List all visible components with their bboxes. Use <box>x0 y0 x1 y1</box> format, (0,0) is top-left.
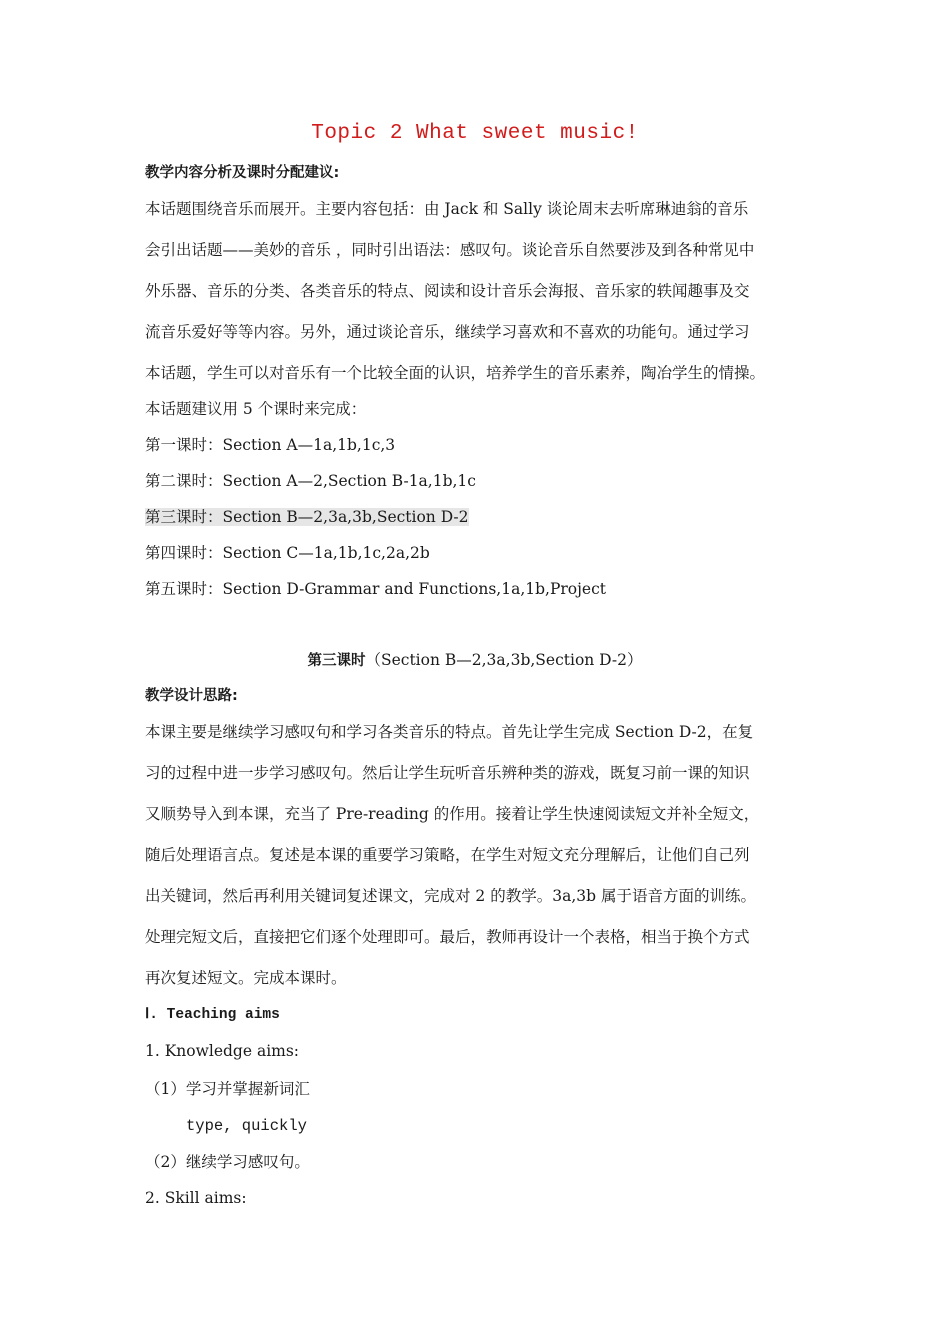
design-line: 习的过程中进一步学习感叹句。然后让学生玩听音乐辨种类的游戏，既复习前一课的知识 <box>145 764 750 782</box>
lesson-item: 第二课时：Section A—2,Section B-1a,1b,1c <box>145 472 476 490</box>
lesson-item: 第五课时：Section D-Grammar and Functions,1a,1b,Project <box>145 580 607 598</box>
analysis-line: 外乐器、音乐的分类、各类音乐的特点、阅读和设计音乐会海报、音乐家的轶闻趣事及交 <box>145 282 750 300</box>
knowledge-aims-heading: 1. Knowledge aims: <box>145 1042 300 1060</box>
analysis-line: 本话题，学生可以对音乐有一个比较全面的认识，培养学生的音乐素养，陶冶学生的情操。 <box>145 364 766 382</box>
design-line: 处理完短文后，直接把它们逐个处理即可。最后，教师再设计一个表格，相当于换个方式 <box>145 928 750 946</box>
teaching-aims-heading: Ⅰ. Teaching aims <box>145 1007 280 1023</box>
lesson-item-highlighted <box>145 506 469 528</box>
design-line: 又顺势导入到本课，充当了 Pre-reading 的作用。接着让学生快速阅读短文并补全短文， <box>145 805 760 823</box>
design-line: 再次复述短文。完成本课时。 <box>145 969 347 987</box>
lesson-heading-section: （Section B—2,3a,3b,Section D-2） <box>365 651 643 669</box>
analysis-line: 会引出话题——美妙的音乐 ，同时引出语法：感叹句。谈论音乐自然要涉及到各种常见中 <box>145 241 755 259</box>
lesson-heading <box>0 649 950 672</box>
lesson-item: 第一课时：Section A—1a,1b,1c,3 <box>145 436 396 454</box>
analysis-line: 流音乐爱好等等内容。另外，通过谈论音乐，继续学习喜欢和不喜欢的功能句。通过学习 <box>145 323 750 341</box>
lesson-item: 第四课时：Section C—1a,1b,1c,2a,2b <box>145 544 430 562</box>
knowledge-aim-item: （1）学习并掌握新词汇 <box>145 1080 310 1098</box>
design-line: 随后处理语言点。复述是本课的重要学习策略，在学生对短文充分理解后，让他们自己列 <box>145 846 750 864</box>
analysis-line: 本话题建议用 5 个课时来完成： <box>145 400 367 418</box>
page-title: Topic 2 What sweet music! <box>311 122 639 145</box>
analysis-line: 本话题围绕音乐而展开。主要内容包括：由 Jack 和 Sally 谈论周末去听席琳迪翁的音乐 <box>145 200 749 218</box>
lesson-item-text: 第三课时：Section B—2,3a,3b,Section D-2 <box>145 508 469 526</box>
knowledge-aim-item: （2）继续学习感叹句。 <box>145 1153 310 1171</box>
design-line: 出关键词，然后再利用关键词复述课文，完成对 2 的教学。3a,3b 属于语音方面的训练。 <box>145 887 756 905</box>
design-line: 本课主要是继续学习感叹句和学习各类音乐的特点。首先让学生完成 Section D-2，在复 <box>145 723 754 741</box>
vocabulary-words: type, quickly <box>186 1117 307 1135</box>
lesson-heading-bold: 第三课时 <box>307 653 366 669</box>
design-heading: 教学设计思路: <box>145 688 238 704</box>
skill-aims-heading: 2. Skill aims: <box>145 1189 247 1207</box>
analysis-heading: 教学内容分析及课时分配建议: <box>145 165 340 181</box>
